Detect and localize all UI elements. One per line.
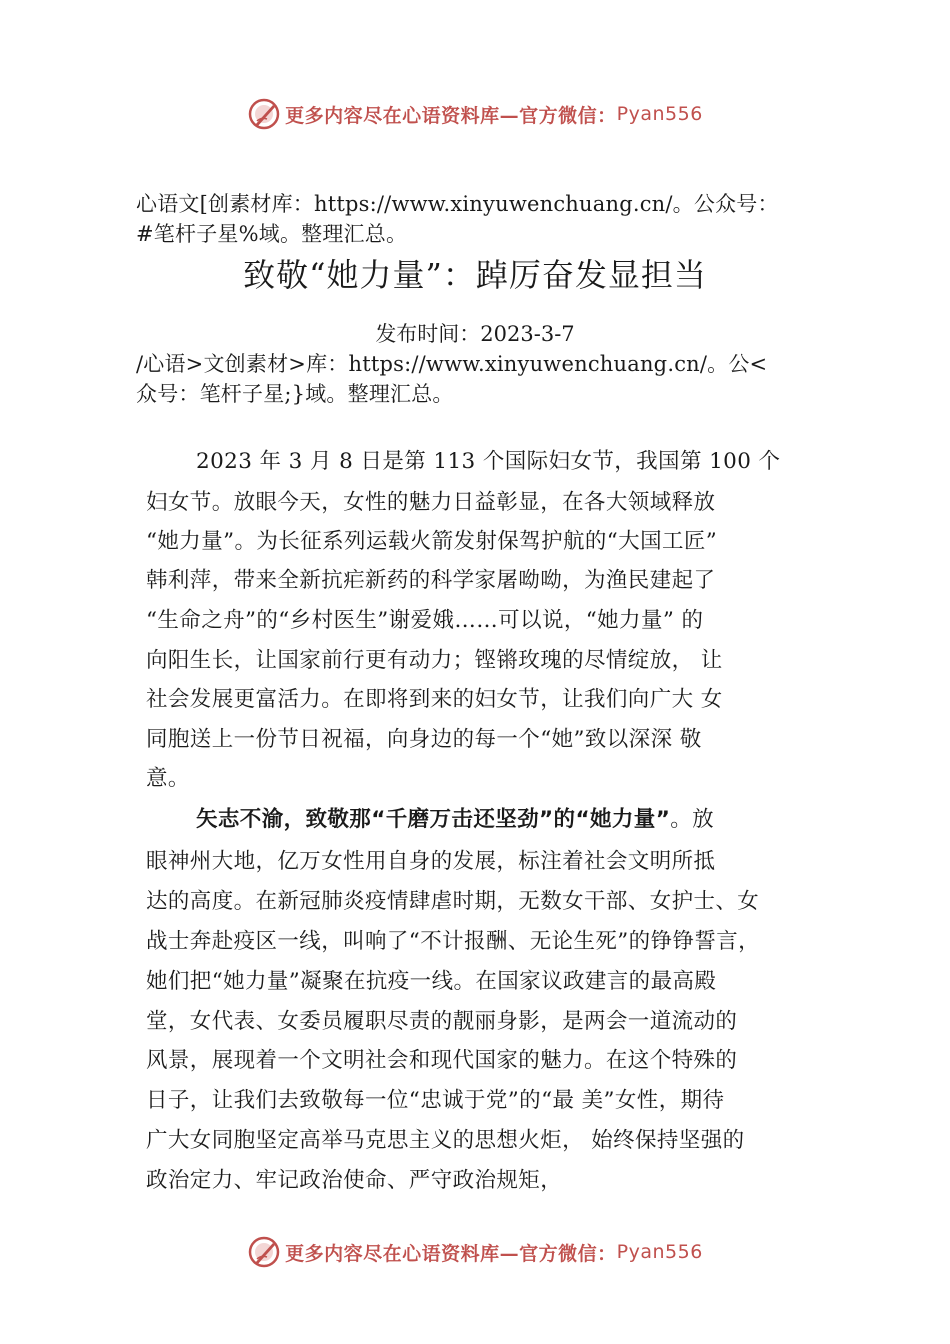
paragraph2-heading-tail: 。放 [670, 807, 715, 832]
paragraph2-line: 战士奔赴疫区一线，叫响了“不计报酬、无论生死”的铮铮誓言， [146, 929, 761, 954]
paragraph1-line: 妇女节。放眼今天，女性的魅力日益彰显，在各大领域释放 [146, 490, 716, 515]
banner-wechat-id: Pyan556 [616, 1241, 703, 1263]
source-note2-line-1: /心语>文创素材>库：https://www.xinyuwenchuang.cn/。公< [136, 352, 768, 376]
paragraph2-line: 她们把“她力量”凝聚在抗疫一线。在国家议政建言的最高殿 [146, 969, 717, 994]
article-title: 致敬“她力量”：踔厉奋发显担当 [243, 256, 707, 294]
paragraph2-line: 日子，让我们去致敬每一位“忠诚于党”的“最 美”女性，期待 [146, 1088, 725, 1113]
paragraph1-line: 2023 年 3 月 8 日是第 113 个国际妇女节，我国第 100 个 [196, 449, 781, 474]
pen-logo-icon [247, 1235, 281, 1269]
pen-logo-icon [247, 97, 281, 131]
banner-text: 更多内容尽在心语资料库—官方微信： [285, 1242, 617, 1265]
paragraph2-line: 眼神州大地，亿万女性用自身的发展，标注着社会文明所抵 [146, 849, 716, 874]
paragraph2-line: 达的高度。在新冠肺炎疫情肆虐时期，无数女干部、女护士、女 [146, 889, 760, 914]
paragraph2-line: 广大女同胞坚定高举马克思主义的思想火炬， 始终保持坚强的 [146, 1128, 745, 1153]
footer-banner [0, 1232, 950, 1272]
paragraph1-line: 社会发展更富活力。在即将到来的妇女节，让我们向广大 女 [146, 687, 723, 712]
paragraph1-line: 同胞送上一份节日祝福，向身边的每一个“她”致以深深 敬 [146, 727, 702, 752]
source-note-line-2: #笔杆子星%域。整理汇总。 [136, 222, 408, 246]
paragraph2-first-line [196, 802, 714, 833]
paragraph2-heading: 矢志不渝，致敬那“千磨万击还坚劲”的“她力量” [196, 807, 671, 832]
paragraph1-line: 韩利萍，带来全新抗疟新药的科学家屠呦呦，为渔民建起了 [146, 568, 716, 593]
publish-date: 发布时间：2023-3-7 [375, 322, 575, 346]
paragraph2-line: 堂，女代表、女委员履职尽责的靓丽身影，是两会一道流动的 [146, 1009, 738, 1034]
paragraph1-line: 意。 [146, 766, 190, 791]
source-note-line-1: 心语文[创素材库：https://www.xinyuwenchuang.cn/。公众号： [136, 192, 779, 216]
banner-wechat-id: Pyan556 [616, 103, 703, 125]
paragraph1-line: “她力量”。为长征系列运载火箭发射保驾护航的“大国工匠” [146, 529, 718, 554]
source-note2-line-2: 众号：笔杆子星;}域。整理汇总。 [136, 382, 454, 406]
paragraph1-line: “生命之舟”的“乡村医生”谢爱娥……可以说，“她力量” 的 [146, 608, 704, 633]
header-banner [0, 94, 950, 134]
paragraph2-line: 政治定力、牢记政治使命、严守政治规矩， [146, 1168, 563, 1193]
banner-text: 更多内容尽在心语资料库—官方微信： [285, 104, 617, 127]
paragraph1-line: 向阳生长，让国家前行更有动力；铿锵玫瑰的尽情绽放， 让 [146, 648, 723, 673]
paragraph2-line: 风景，展现着一个文明社会和现代国家的魅力。在这个特殊的 [146, 1048, 738, 1073]
